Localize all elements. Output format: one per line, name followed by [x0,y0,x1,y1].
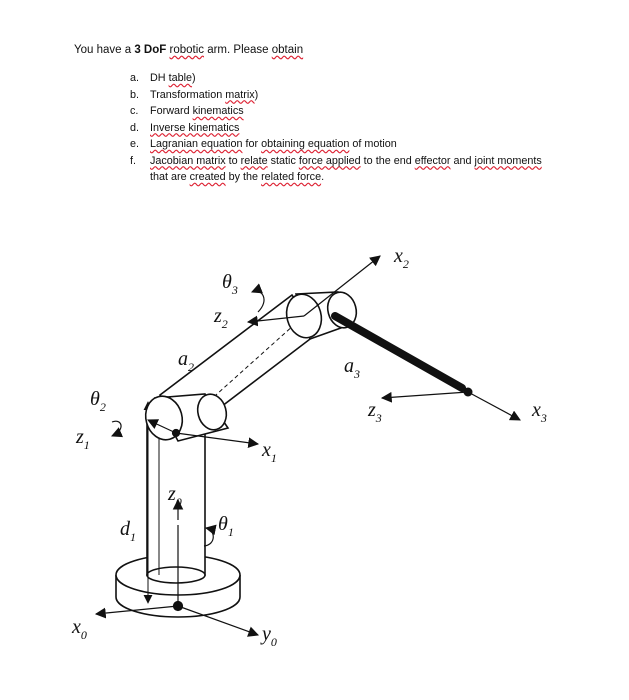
task-text-part: Forward [150,105,193,117]
task-text-part: joint moments [474,154,542,167]
intro-obtain: obtain [271,44,304,56]
task-marker: b. [130,88,140,101]
task-text-part: . [321,171,325,183]
label-theta2: $\theta_2$ [90,388,106,414]
label-x3: $x_3$ [532,399,547,425]
task-text-part: DH [150,72,169,84]
task-text-part: force applied [298,154,361,167]
label-d1: $d_1$ [120,518,136,544]
task-text-part: obtaining equation [261,138,350,150]
task-marker: c. [130,105,139,117]
label-y0: $y_0$ [262,623,277,649]
task-marker: f. [130,154,136,167]
task-marker: a. [130,72,140,84]
task-text-part: static [267,154,299,167]
label-theta1: $\theta_1$ [218,513,234,539]
label-x2: $x_2$ [394,245,409,271]
task-marker: d. [130,121,140,134]
task-text-part: and [450,154,475,167]
task-text-part: kinematics [192,105,244,117]
task-text-part: ) [254,88,259,101]
task-text-part: for [242,138,262,150]
label-x0: $x_0$ [72,616,87,642]
task-text-part: Inverse kinematics [150,121,240,134]
joint-2-cylinder [141,391,230,444]
task-text-part: Transformation [150,88,226,101]
label-z0: $z_0$ [168,483,182,509]
task-text-part: related force [261,171,322,183]
intro-robotic: robotic [169,44,205,56]
label-z2: $z_2$ [214,305,228,331]
intro-dof: 3 DoF [134,44,167,56]
a3-reference-line [346,326,468,395]
task-marker: e. [130,138,140,150]
task-text-part: matrix [225,88,255,101]
label-z1: $z_1$ [76,426,90,452]
task-text-part: to [225,154,241,167]
label-x1: $x_1$ [262,439,277,465]
label-z3: $z_3$ [368,399,382,425]
task-text-part: to the end [360,154,415,167]
task-text-part: created [189,171,226,183]
intro-prefix: You have a [74,44,135,56]
task-text-part: of motion [349,138,397,150]
task-text-part: by the [225,171,262,183]
frame-3 [382,392,520,420]
label-a2: $a_2$ [178,348,194,374]
task-text-part: that are [150,171,190,183]
task-text-part: Lagranian equation [150,138,243,150]
task-text-part: table [168,72,193,84]
intro-rest: arm. Please [204,44,272,56]
task-text-part: ) [192,72,196,84]
task-text-part: effector [414,154,451,167]
label-theta3: $\theta_3$ [222,271,238,297]
task-text-part: relate [240,154,268,167]
task-text-part: Jacobian matrix [150,154,226,167]
label-a3: $a_3$ [344,355,360,381]
